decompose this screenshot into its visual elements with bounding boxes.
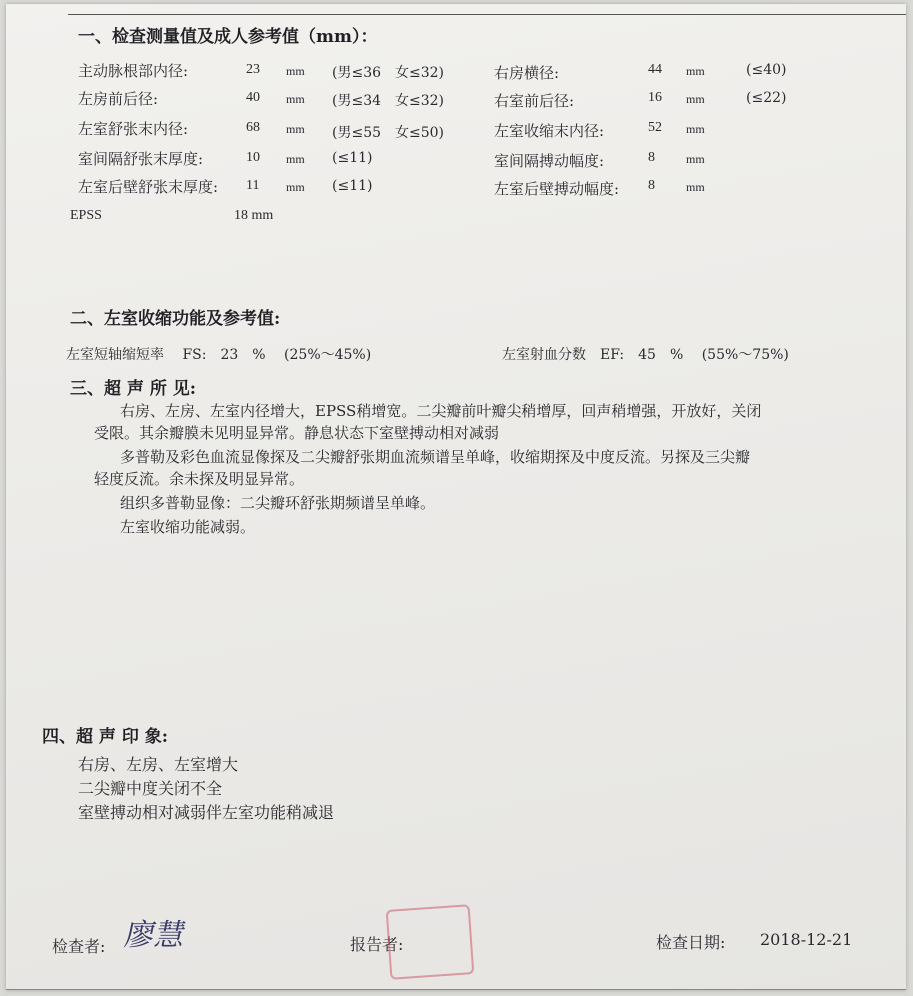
measure-label: 左室后壁舒张末厚度: (78, 178, 219, 196)
section1-title: 一、检查测量值及成人参考值（mm）： (78, 27, 378, 47)
measure-value: 10 (246, 150, 260, 165)
reporter-label: 报告者: (350, 935, 404, 954)
section4-title: 四、超 声 印 象: (42, 727, 169, 747)
fs-line: 左室短轴缩短率 FS: 23 % (25%～45%) (66, 347, 372, 363)
ef-line: 左室射血分数 EF: 45 % (55%～75%) (502, 347, 789, 363)
measure-label: 左房前后径: (78, 90, 159, 108)
measure-unit: mm (286, 180, 305, 194)
measure-ref: (男≤55 女≤50) (332, 125, 445, 141)
measure-unit: mm (286, 152, 305, 166)
measure-ref: (≤40) (746, 62, 787, 78)
measure-value: 68 (246, 120, 260, 135)
examiner-signature: 廖慧 (121, 918, 189, 953)
measure-label: 左室后壁搏动幅度: (494, 180, 620, 198)
examiner-label: 检查者: (52, 937, 106, 956)
measure-unit: mm (686, 152, 705, 166)
finding-line: 轻度反流。余未探及明显异常。 (94, 470, 305, 488)
finding-line: 多普勒及彩色血流显像探及二尖瓣舒张期血流频谱呈单峰，收缩期探及中度反流。另探及三尖瓣 (120, 448, 751, 466)
top-rule (68, 14, 906, 15)
measure-ref: (男≤34 女≤32) (332, 93, 445, 109)
measure-ref: (男≤36 女≤32) (332, 65, 445, 81)
measure-label: 左室收缩末内径: (494, 122, 605, 140)
measure-value: 11 (246, 178, 260, 193)
measure-value: 44 (648, 62, 662, 77)
measure-unit: mm (686, 64, 705, 78)
measure-label: 右房横径: (494, 64, 560, 82)
measure-unit: mm (286, 122, 305, 136)
measure-unit: mm (686, 180, 705, 194)
finding-line: 左室收缩功能减弱。 (120, 518, 256, 536)
measure-value: 23 (246, 62, 260, 77)
measure-value: 16 (648, 90, 662, 105)
measure-ref: (≤22) (746, 90, 787, 106)
measure-value: 52 (648, 120, 662, 135)
bottom-rule (6, 989, 906, 990)
finding-line: 右房、左房、左室内径增大，EPSS稍增宽。二尖瓣前叶瓣尖稍增厚，回声稍增强，开放好，关闭 (120, 402, 762, 420)
epss-label: EPSS (70, 208, 102, 223)
measure-value: 40 (246, 90, 260, 105)
report-paper (6, 4, 906, 990)
measure-value: 8 (648, 150, 655, 165)
measure-unit: mm (686, 92, 705, 106)
measure-unit: mm (686, 122, 705, 136)
section3-title: 三、超 声 所 见: (70, 379, 197, 399)
finding-line: 受限。其余瓣膜未见明显异常。静息状态下室壁搏动相对减弱 (94, 424, 500, 442)
measure-label: 室间隔舒张末厚度: (78, 150, 204, 168)
measure-ref: (≤11) (332, 178, 373, 194)
date-label: 检查日期: (656, 933, 726, 952)
impression-line: 室壁搏动相对减弱伴左室功能稍减退 (78, 803, 335, 822)
measure-unit: mm (286, 92, 305, 106)
epss-value: 18 mm (234, 208, 274, 223)
measure-unit: mm (286, 64, 305, 78)
measure-value: 8 (648, 178, 655, 193)
impression-line: 二尖瓣中度关闭不全 (78, 779, 223, 798)
measure-label: 室间隔搏动幅度: (494, 152, 605, 170)
measure-label: 主动脉根部内径: (78, 62, 189, 80)
finding-line: 组织多普勒显像：二尖瓣环舒张期频谱呈单峰。 (120, 494, 436, 512)
section2-title: 二、左室收缩功能及参考值: (70, 309, 281, 329)
measure-ref: (≤11) (332, 150, 373, 166)
measure-label: 左室舒张末内径: (78, 120, 189, 138)
measure-label: 右室前后径: (494, 92, 575, 110)
date-value: 2018-12-21 (760, 930, 853, 949)
impression-line: 右房、左房、左室增大 (78, 755, 239, 774)
red-stamp (386, 904, 475, 980)
